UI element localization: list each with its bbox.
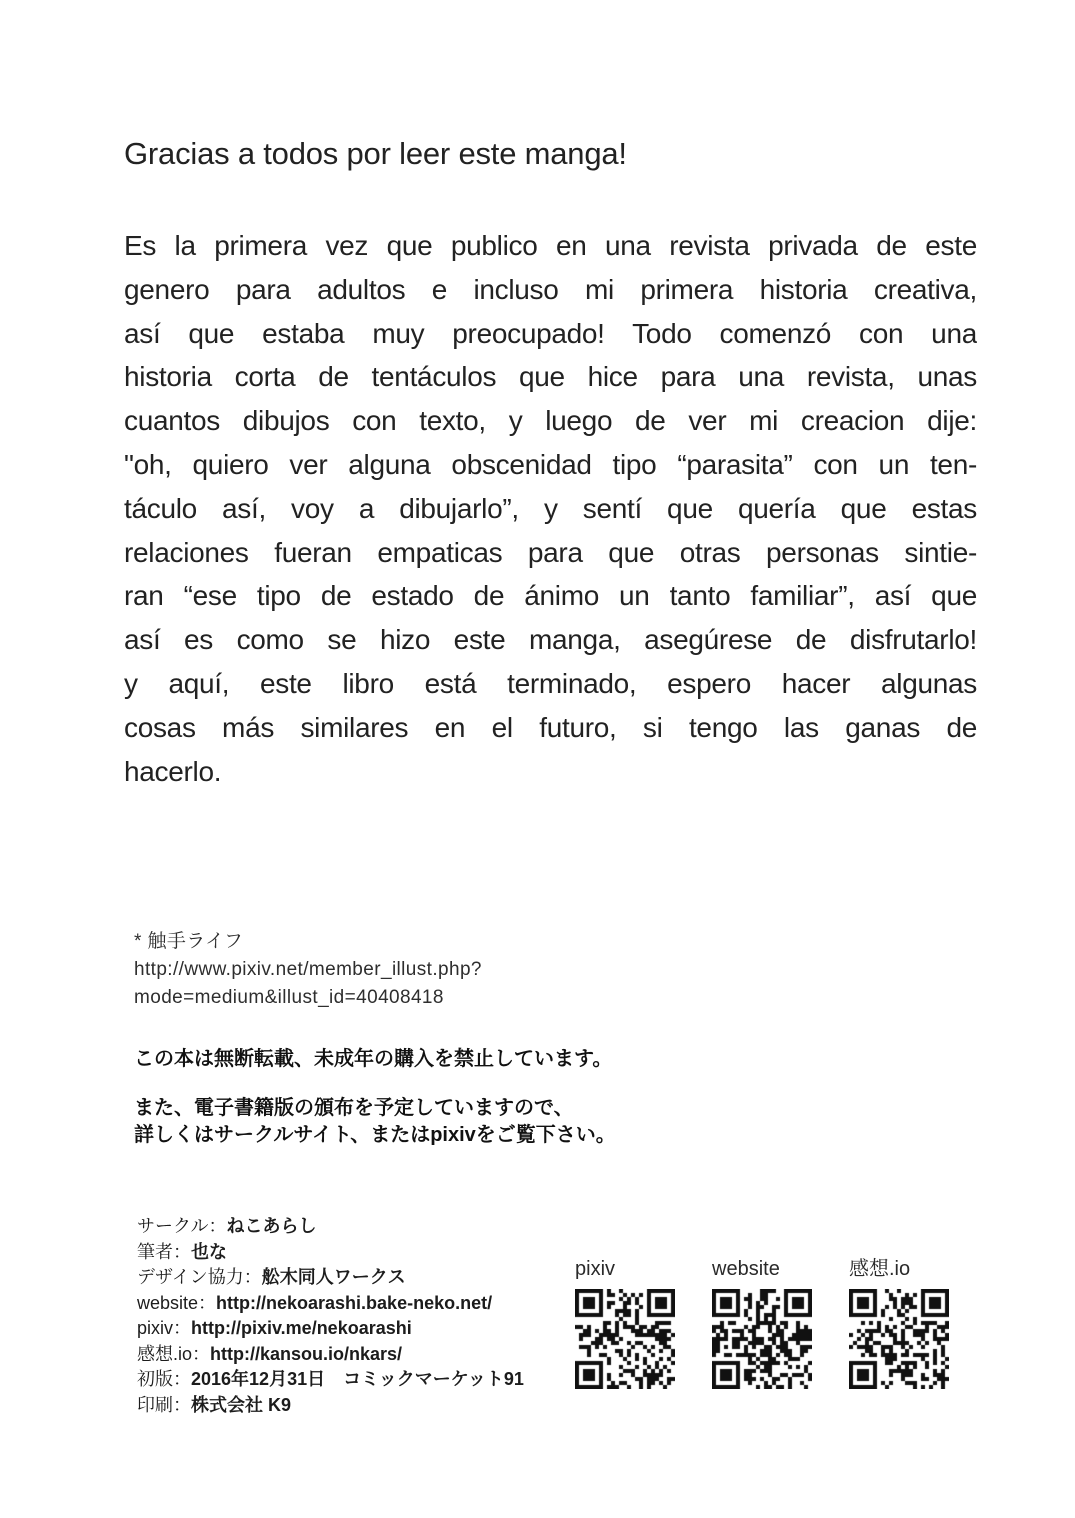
source-note-line: mode=medium&illust_id=40408418: [134, 987, 444, 1008]
qr-label: pixiv: [575, 1258, 616, 1280]
paragraph-line: historia corta de tentáculos que hice para una revista, unas: [124, 361, 977, 393]
source-note: [134, 928, 482, 1012]
credit-label: サークル: [137, 1216, 209, 1236]
credit-value: 舩木同人ワークス: [261, 1267, 406, 1287]
credit-label: 筆者: [137, 1241, 173, 1262]
qr-code-group: [575, 1258, 952, 1389]
qr-item: [712, 1258, 815, 1389]
credit-separator: ：: [198, 1292, 217, 1313]
paragraph-line: así es como se hizo este manga, asegúrese de disfrutarlo!: [124, 624, 977, 656]
paragraph-line: cuantos dibujos con texto, y luego de ver mi creacion dije:: [124, 405, 977, 437]
paragraph-line: genero para adultos e incluso mi primera historia creativa,: [124, 273, 977, 305]
paragraph-line: táculo así, voy a dibujarlo”, y sentí que quería que estas: [124, 492, 977, 524]
legal-notice-line: この本は無断転載、未成年の購入を禁止しています。: [134, 1048, 613, 1070]
paragraph-line: y aquí, este libro está terminado, espero hacer algunas: [124, 667, 977, 699]
qr-code: [712, 1289, 812, 1389]
qr-item: [849, 1258, 952, 1389]
credit-row: [137, 1214, 524, 1240]
credit-row: [137, 1291, 524, 1317]
credit-separator: ：: [173, 1241, 191, 1262]
credit-label: pixiv: [137, 1318, 174, 1338]
credit-row: [137, 1316, 524, 1342]
credit-row: [137, 1393, 524, 1419]
qr-code: [849, 1289, 949, 1389]
credit-value: 株式会社 K9: [191, 1394, 292, 1415]
credit-row: [137, 1265, 524, 1291]
legal-notice-line: また、電子書籍版の頒布を予定していますので、: [134, 1097, 574, 1119]
credits-list: [137, 1214, 524, 1418]
paragraph-line: relaciones fueran empaticas para que otras personas sintie-: [124, 536, 977, 568]
credit-label: 印刷: [137, 1394, 173, 1415]
credit-label: デザイン協力: [137, 1267, 244, 1287]
credit-value: http://kansou.io/nkars/: [210, 1343, 403, 1364]
credit-separator: ：: [173, 1394, 191, 1415]
credit-separator: ：: [192, 1343, 211, 1364]
notice-gap: [134, 1073, 616, 1095]
paragraph-line: "oh, quiero ver alguna obscenidad tipo “parasita” con un ten-: [124, 448, 977, 480]
qr-code: [575, 1289, 675, 1389]
qr-label: 感想.io: [849, 1258, 911, 1280]
paragraph-line: cosas más similares en el futuro, si tengo las ganas de: [124, 711, 977, 743]
paragraph-line: así que estaba muy preocupado! Todo comenzó con una: [124, 317, 977, 349]
credit-row: [137, 1240, 524, 1266]
credit-separator: ：: [173, 1318, 192, 1338]
credit-value: http://nekoarashi.bake-neko.net/: [216, 1292, 493, 1313]
paragraph-line: ran “ese tipo de estado de ánimo un tanto familiar”, así que: [124, 580, 977, 612]
paragraph-line: hacerlo.: [124, 755, 222, 787]
credit-label: 初版: [137, 1369, 173, 1389]
legal-notice: [134, 1046, 616, 1149]
legal-notice-line: 詳しくはサークルサイト、またはpixivをご覧下さい。: [134, 1124, 616, 1146]
credit-separator: ：: [208, 1216, 227, 1236]
source-note-line: * 触手ライフ: [134, 931, 244, 952]
credit-separator: ：: [173, 1369, 191, 1389]
credit-value: 也な: [191, 1241, 227, 1262]
afterword-paragraph: [124, 224, 977, 793]
credit-label: website: [137, 1292, 199, 1313]
thanks-title: Gracias a todos por leer este manga!: [124, 136, 627, 171]
credit-row: [137, 1367, 524, 1393]
qr-item: [575, 1258, 678, 1389]
credit-value: ねこあらし: [226, 1216, 317, 1236]
paragraph-line: Es la primera vez que publico en una revista privada de este: [124, 230, 977, 261]
credit-separator: ：: [243, 1267, 262, 1287]
source-note-line: http://www.pixiv.net/member_illust.php?: [134, 959, 482, 980]
qr-label: website: [712, 1258, 780, 1280]
credit-row: [137, 1342, 524, 1368]
credit-value: http://pixiv.me/nekoarashi: [191, 1318, 412, 1338]
credit-label: 感想.io: [137, 1343, 193, 1364]
credit-value: 2016年12月31日 コミックマーケット91: [191, 1369, 524, 1389]
